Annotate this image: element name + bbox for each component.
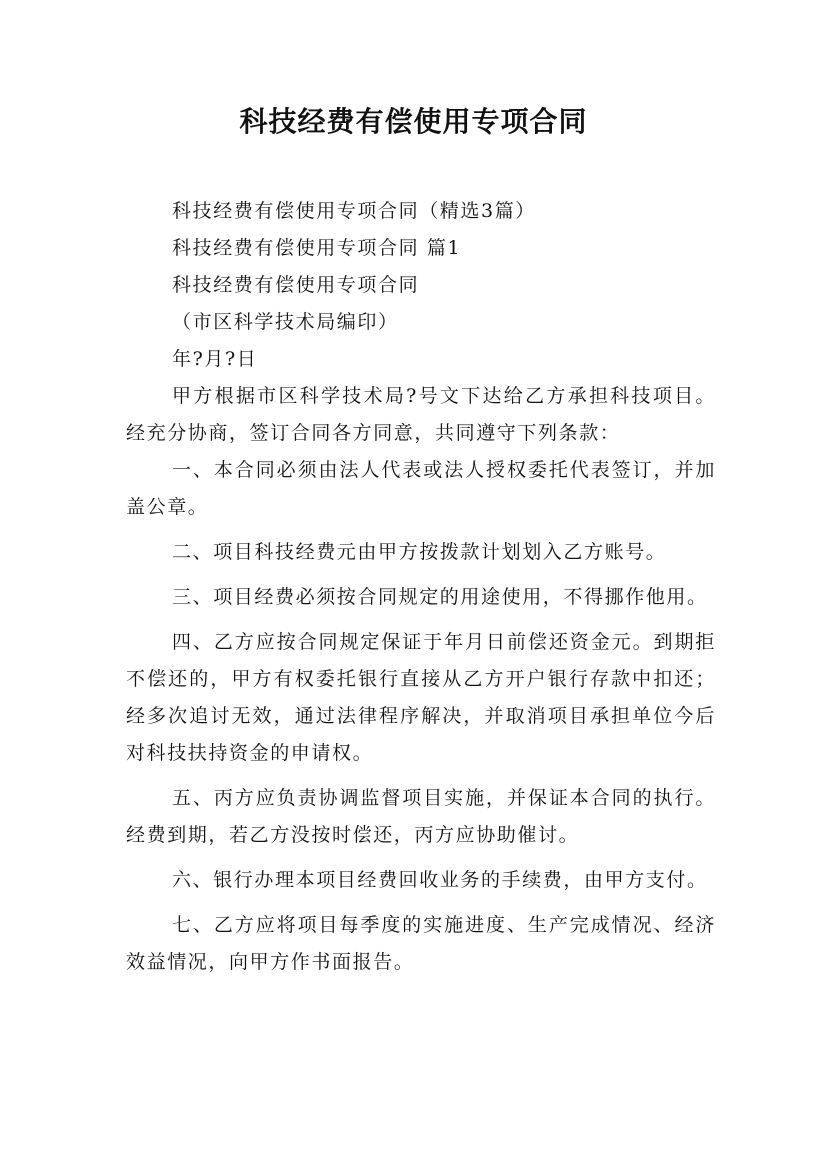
paragraph-preamble: 甲方根据市区科学技术局?号文下达给乙方承担科技项目。经充分协商，签订合同各方同意，共同遵守下列条款： bbox=[126, 385, 716, 444]
paragraph-contract-name: 科技经费有偿使用专项合同 bbox=[172, 274, 420, 296]
clause-3: 三、项目经费必须按合同规定的用途使用，不得挪作他用。 bbox=[172, 586, 708, 608]
paragraph-date: 年?月?日 bbox=[172, 348, 258, 370]
paragraph-article-heading: 科技经费有偿使用专项合同 篇1 bbox=[172, 237, 462, 259]
clause-5: 五、丙方应负责协调监督项目实施，并保证本合同的执行。经费到期，若乙方没按时偿还，丙方应协助催讨。 bbox=[126, 787, 716, 846]
document-title: 科技经费有偿使用专项合同 bbox=[239, 105, 588, 138]
clause-2: 二、项目科技经费元由甲方按拨款计划划入乙方账号。 bbox=[172, 541, 667, 563]
clause-4: 四、乙方应按合同规定保证于年月日前偿还资金元。到期拒不偿还的，甲方有权委托银行直接从乙方开户银行存款中扣还；经多次追讨无效，通过法律程序解决，并取消项目承担单位今后对科技扶持资金的申请权。 bbox=[126, 631, 716, 764]
document-body bbox=[126, 193, 716, 981]
clause-6: 六、银行办理本项目经费回收业务的手续费，由甲方支付。 bbox=[172, 869, 708, 891]
clause-1: 一、本合同必须由法人代表或法人授权委托代表签订，并加盖公章。 bbox=[126, 459, 716, 518]
paragraph-selection-title: 科技经费有偿使用专项合同（精选3篇） bbox=[172, 200, 536, 222]
clause-7: 七、乙方应将项目每季度的实施进度、生产完成情况、经济效益情况，向甲方作书面报告。 bbox=[126, 914, 716, 973]
paragraph-publisher: （市区科学技术局编印） bbox=[172, 311, 399, 333]
